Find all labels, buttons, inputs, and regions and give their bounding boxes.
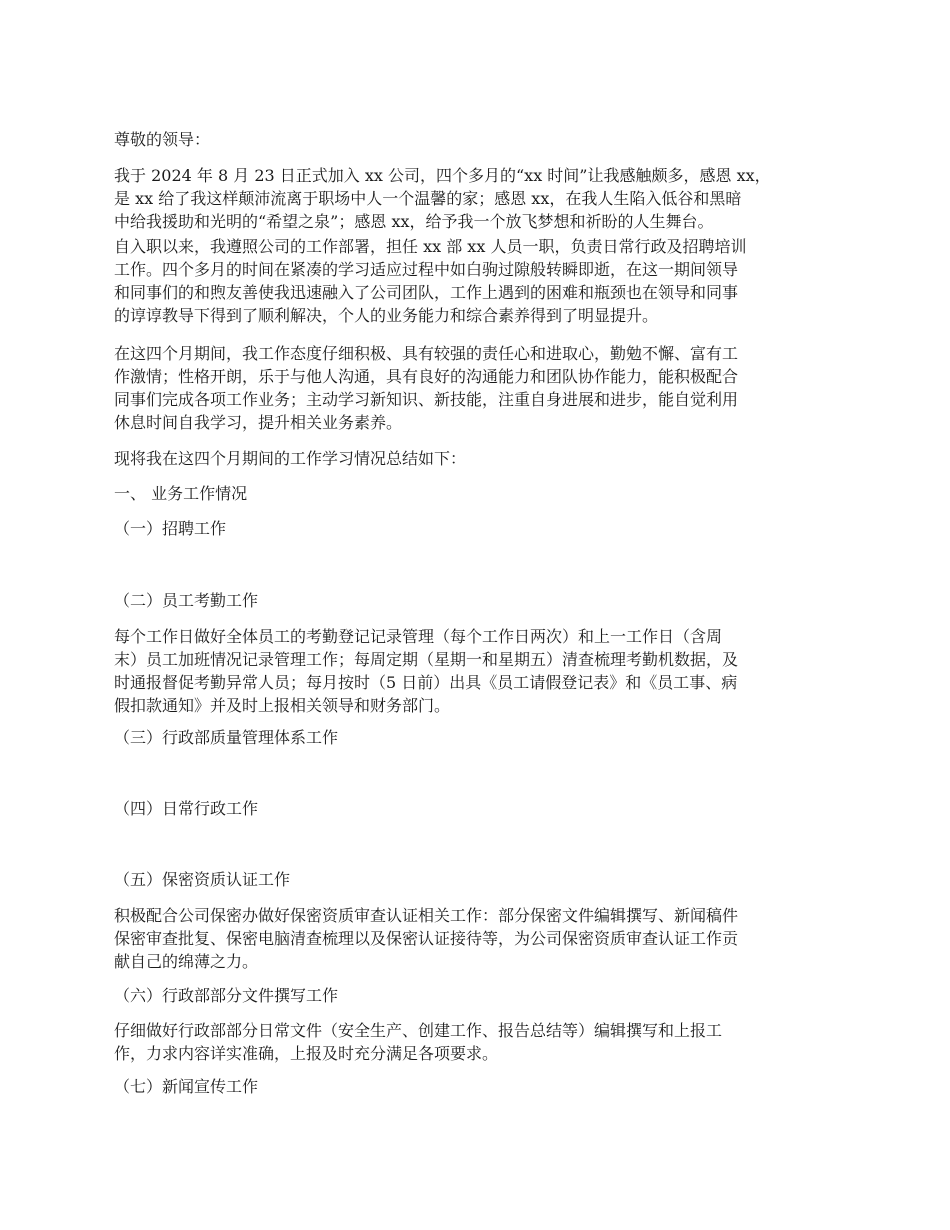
text-line: 是 xx 给了我这样颠沛流离于职场中人一个温馨的家；感恩 xx，在我人生陷入低谷和黑暗 <box>114 189 742 208</box>
text-line: 工作。四个多月的时间在紧凑的学习适应过程中如白驹过隙般转瞬即逝，在这一期间领导 <box>114 260 739 279</box>
text-line: 和同事们的和煦友善使我迅速融入了公司团队，工作上遇到的困难和瓶颈也在领导和同事 <box>114 283 739 302</box>
item-heading-attendance: （二）员工考勤工作 <box>114 591 259 610</box>
text-line: 末）员工加班情况记录管理工作；每周定期（星期一和星期五）清查梳理考勤机数据，及 <box>114 650 739 669</box>
text-line: 时通报督促考勤异常人员；每月按时（5 日前）出具《员工请假登记表》和《员工事、病 <box>114 673 738 692</box>
item-heading-documents: （六）行政部部分文件撰写工作 <box>114 986 339 1005</box>
text-line: 保密审查批复、保密电脑清查梳理以及保密认证接待等，为公司保密资质审查认证工作贡 <box>114 929 739 948</box>
paragraph-attitude <box>114 342 844 434</box>
text-line: 的谆谆教导下得到了顺利解决，个人的业务能力和综合素养得到了明显提升。 <box>114 306 659 325</box>
paragraph-documents <box>114 1019 844 1065</box>
text-line: 同事们完成各项工作业务；主动学习新知识、新技能，注重自身进展和进步，能自觉利用 <box>114 390 739 409</box>
paragraph-confidentiality <box>114 904 844 973</box>
text-line: 作，力求内容详实准确，上报及时充分满足各项要求。 <box>114 1044 499 1063</box>
item-heading-quality: （三）行政部质量管理体系工作 <box>114 728 339 747</box>
text-line: 中给我援助和光明的“希望之泉”；感恩 xx，给予我一个放飞梦想和祈盼的人生舞台。 <box>114 212 714 231</box>
text-line: 在这四个月期间，我工作态度仔细积极、具有较强的责任心和进取心，勤勉不懈、富有工 <box>114 344 739 363</box>
item-heading-confidentiality: （五）保密资质认证工作 <box>114 870 291 889</box>
text-line: 每个工作日做好全体员工的考勤登记记录管理（每个工作日两次）和上一工作日（含周 <box>114 627 723 646</box>
text-line: 献自己的绵薄之力。 <box>114 952 259 971</box>
paragraph-attendance <box>114 625 844 717</box>
text-line: 作激情；性格开朗，乐于与他人沟通，具有良好的沟通能力和团队协作能力，能积极配合 <box>114 367 739 386</box>
paragraph-gratitude <box>114 164 844 233</box>
item-heading-daily-admin: （四）日常行政工作 <box>114 799 259 818</box>
item-heading-recruitment: （一）招聘工作 <box>114 519 227 538</box>
text-line: 假扣款通知》并及时上报相关领导和财务部门。 <box>114 696 451 715</box>
text-line: 自入职以来，我遵照公司的工作部署，担任 xx 部 xx 人员一职，负责日常行政及招聘培训 <box>114 237 747 256</box>
summary-intro: 现将我在这四个月期间的工作学习情况总结如下： <box>114 449 467 468</box>
section-heading-business: 一、 业务工作情况 <box>114 484 248 503</box>
text-line: 积极配合公司保密办做好保密资质审查认证相关工作：部分保密文件编辑撰写、新闻稿件 <box>114 906 739 925</box>
salutation: 尊敬的领导： <box>114 130 211 149</box>
text-line: 我于 2024 年 8 月 23 日正式加入 xx 公司，四个多月的“xx 时间”让我感触颇多，感恩 xx， <box>114 166 771 185</box>
text-line: 休息时间自我学习，提升相关业务素养。 <box>114 413 403 432</box>
item-heading-news: （七）新闻宣传工作 <box>114 1077 259 1096</box>
paragraph-onboarding <box>114 235 844 327</box>
text-line: 仔细做好行政部部分日常文件（安全生产、创建工作、报告总结等）编辑撰写和上报工 <box>114 1021 723 1040</box>
